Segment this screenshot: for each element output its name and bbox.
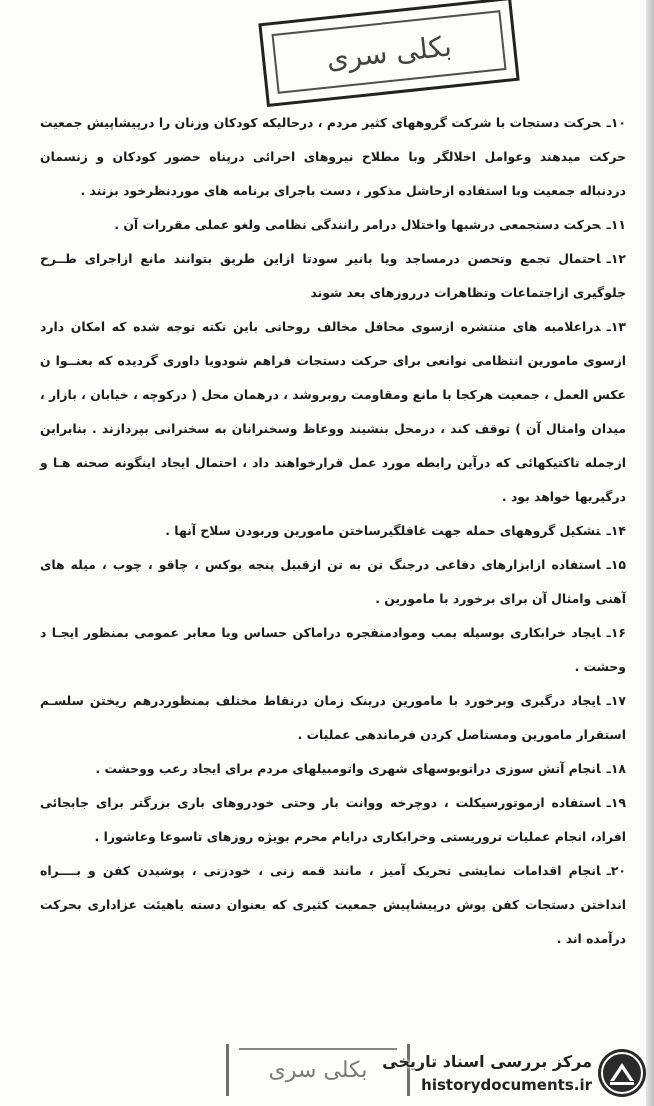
paragraph-16 xyxy=(40,616,626,684)
paragraph-text: ایجاد خرابکاری بوسیله بمب وموادمنفجره دراماکن حساس ویا معابر عمومی بمنظور ایجـا د وحشت . xyxy=(40,625,626,674)
paragraph-number: ۱۲ـ xyxy=(606,251,626,266)
watermark-title: مرکز بررسی اسناد تاریخی xyxy=(382,1052,592,1071)
scan-edge xyxy=(646,0,654,1106)
paragraph-number: ۱۵ـ xyxy=(606,557,626,572)
classification-stamp-bottom-text: بکلی سری xyxy=(268,1057,368,1083)
paragraph-11 xyxy=(40,208,626,242)
paragraph-10 xyxy=(40,106,626,208)
paragraph-number: ۱۷ـ xyxy=(606,693,626,708)
paragraph-text: حرکت دستجمعی درشبها واختلال درامر رانندگی نظامی ولغو عملی مقررات آن . xyxy=(114,217,601,232)
paragraph-text: ایجاد درگیری وبرخورد با مامورین درینک زمان درنقاط مختلف بمنظوردرهم ریختن سلسـم استقرار مامورین ومستاصل کردن فرماندهی عملیات . xyxy=(40,693,626,742)
paragraph-text: انجام اقدامات نمایشی تحریک آمیز ، مانند قمه زنی ، خودزنی ، پوشیدن کفن و بــــراه انداختن دستجات کفن پوش درپیشاپیش جمعیت کثیری که بعنوان دسته یاهیئت عزاداری بحرکت درآمده اند . xyxy=(40,863,626,946)
classification-stamp-top-text: بکلی سری xyxy=(271,10,506,94)
paragraph-text: دراعلامیه های منتشره ازسوی محافل مخالف روحانی باین نکته توجه شده که امکان دارد ازسوی مامورین انتظامی نوانعی برای حرکت دستجات فراهم شودویا داوری گردیده که بعنــوا ن عکس العمل ، جمعیت هرکجا با مانع ومقاومت روبروشد ، درهمان محل ( درکوچه ، خیابان ، بازار ، میدان وامثال آن ) توقف کند ، درمحل بنشیند ووعاظ وسخنرانان به سخنرانی بپردازند . بنابراین ازجمله تاکتیکهائی که درآین رابطه مورد عمل قرارخواهند داد ، احتمال ایجاد اینگونه صحنه هـا و درگیریها خواهد بود . xyxy=(40,319,626,504)
paragraph-text: انجام آتش سوزی دراتوبوسهای شهری واتومبیلهای مردم برای ایجاد رعب ووحشت . xyxy=(95,761,601,776)
paragraph-text: تشکیل گروههای حمله جهت غافلگیرساختن مامورین وربودن سلاح آنها . xyxy=(165,523,601,538)
paragraph-number: ۱۳ـ xyxy=(606,319,626,334)
paragraph-number: ۱۶ـ xyxy=(606,625,626,640)
classification-stamp-top xyxy=(258,0,519,107)
paragraph-number: ۱۱ـ xyxy=(606,217,626,232)
paragraph-text: استفاده ازموتورسیکلت ، دوچرخه ووانت بار وحتی خودروهای باری بزرگتر برای جابجائی افراد، انجام عملیات تروریستی وخرابکاری درایام محرم بویژه روزهای تاسوعا وعاشورا . xyxy=(40,795,626,844)
paragraph-number: ۱۰ـ xyxy=(606,115,626,130)
paragraph-17 xyxy=(40,684,626,752)
paragraph-14 xyxy=(40,514,626,548)
paragraph-text: حرکت دستجات با شرکت گروههای کثیر مردم ، درحالیکه کودکان وزنان را درپیشاپیش جمعیت حرکت میدهند وعوامل اخلالگر وبا مطلاح نیروهای احرائی درپناه حضور کودکان و زنسمان دردنباله جمعیت وبا استفاده ازحاشل مذکور ، دست باجرای برنامه های موردنظرخود بزنند . xyxy=(40,115,626,198)
paragraph-19 xyxy=(40,786,626,854)
paragraph-12 xyxy=(40,242,626,310)
paragraph-text: احتمال تجمع وتحصن درمساجد ویا بانیر سودتا ازاین طریق بتوانند مانع ازاجرای طــرح جلوگیری ازاجتماعات وتظاهرات درروزهای بعد شوند xyxy=(40,251,626,300)
paragraph-number: ۱۴ـ xyxy=(606,523,626,538)
book-logo-icon xyxy=(596,1047,648,1099)
paragraph-number: ۱۸ـ xyxy=(606,761,626,776)
paragraph-20 xyxy=(40,854,626,956)
paragraph-13 xyxy=(40,310,626,514)
paragraph-text: استفاده ازابزارهای دفاعی درجنگ تن به تن ازقبیل پنجه بوکس ، چاقو ، چوب ، میله های آهنی وامثال آن برای برخورد با مامورین . xyxy=(40,557,626,606)
paragraph-18 xyxy=(40,752,626,786)
watermark-url: historydocuments.ir xyxy=(421,1076,592,1094)
archive-watermark xyxy=(372,1044,648,1102)
paragraph-number: ۲۰ـ xyxy=(606,863,626,878)
watermark-text xyxy=(372,1050,592,1096)
paragraph-15 xyxy=(40,548,626,616)
document-body xyxy=(40,106,626,956)
paragraph-number: ۱۹ـ xyxy=(606,795,626,810)
